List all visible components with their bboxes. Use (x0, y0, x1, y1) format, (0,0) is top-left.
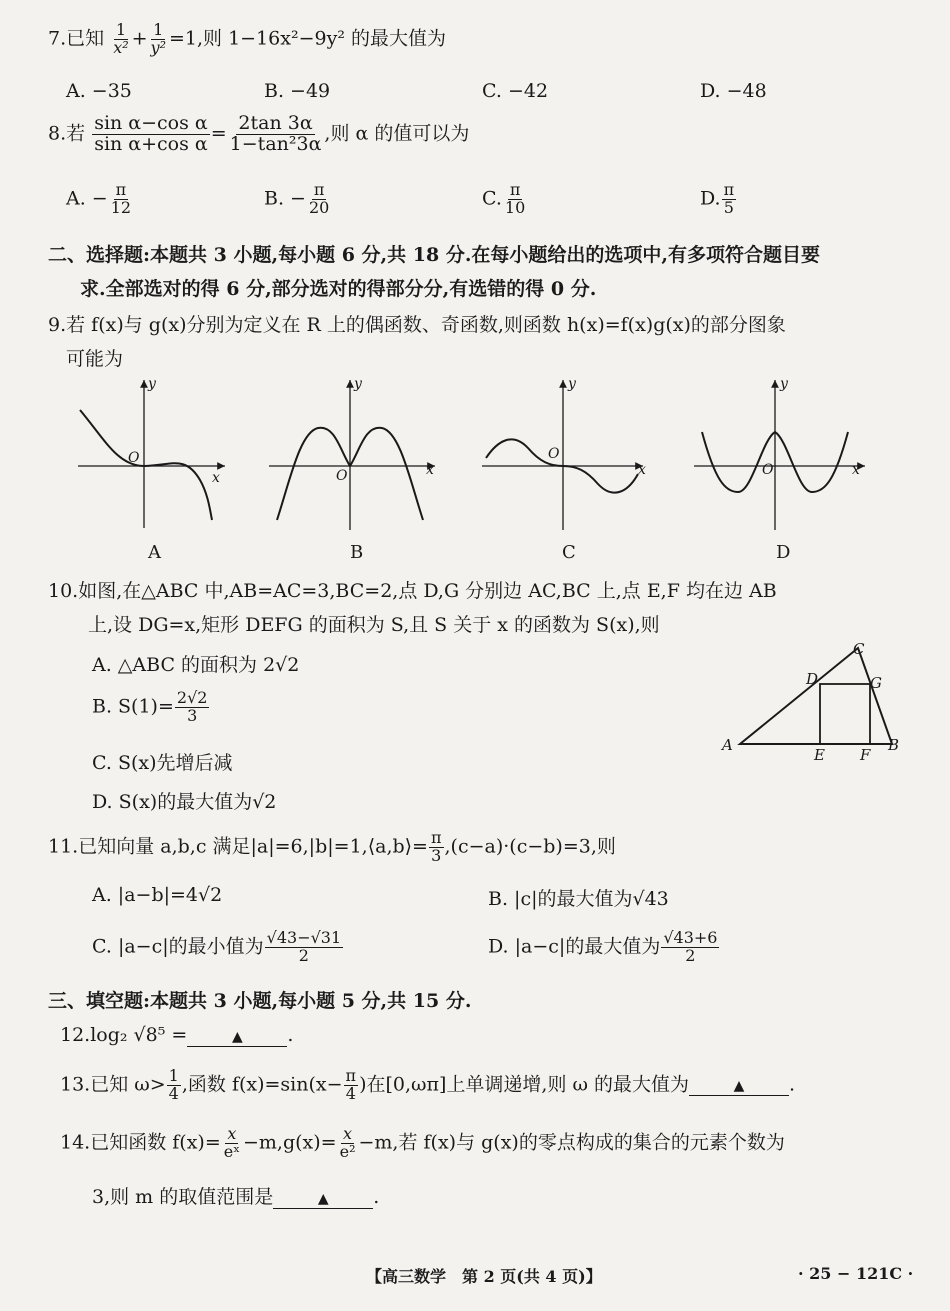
footer-code: · 25 − 121C · (798, 1264, 914, 1283)
graph-d-x-label: x (852, 462, 860, 478)
q14-line2: 3,则 m 的取值范围是 ▲ . (92, 1186, 380, 1208)
q7-frac1: $\frac{1}{\text{x²}}$ (113, 20, 129, 57)
graph-d-origin: O (762, 462, 774, 478)
fig-label-d: D (806, 670, 819, 688)
graph-b-label: B (350, 542, 364, 563)
q7-prefix: 7.已知 (48, 27, 105, 50)
q10-option-a: A. △ABC 的面积为 2√2 (92, 654, 300, 676)
q11-option-a: A. |a−b|=4√2 (92, 884, 223, 906)
q11-option-b: B. |c|的最大值为√43 (488, 888, 669, 910)
graph-c-x-label: x (638, 462, 646, 478)
q8-option-c: C. $\frac{\pi}{10}$ (482, 180, 526, 217)
q10-option-d: D. S(x)的最大值为√2 (92, 791, 277, 813)
graph-b-x-label: x (426, 462, 434, 478)
graph-a-origin: O (128, 450, 140, 466)
graph-a-x-label: x (212, 470, 220, 486)
q7-frac2: $\frac{1}{\text{y²}}$ (150, 20, 166, 57)
q8-option-a: A. − $\frac{\pi}{12}$ (66, 180, 132, 217)
q9-line1: 9.若 f(x)与 g(x)分别为定义在 R 上的偶函数、奇函数,则函数 h(x)=f(x)g(x)的部分图象 (48, 314, 786, 336)
graph-a (78, 380, 225, 528)
q11-option-c: C. |a−c|的最小值为 $\frac{√43-√31}{2}$ (92, 928, 342, 965)
graph-b (269, 380, 435, 530)
q10-option-b: B. S(1)= $\frac{2√2}{3}$ (92, 688, 208, 725)
q13-answer-blank[interactable]: ▲ (689, 1077, 789, 1096)
q12-line: 12.log₂ √8⁵ = ▲ . (60, 1024, 294, 1046)
q8-option-d: D. $\frac{\pi}{5}$ (700, 180, 735, 217)
q7-option-b: B. −49 (264, 80, 331, 102)
q12-answer-blank[interactable]: ▲ (187, 1028, 287, 1047)
q14-line1: 14.已知函数 f(x)= $\frac{x}{\text{eˣ}}$ −m,g(x)= $\frac{x}{\text{e²}}$ −m,若 f(x)与 g(x)的零点构成的集合的元素个数为 (60, 1124, 785, 1161)
graph-a-label: A (148, 542, 161, 563)
q7-option-d: D. −48 (700, 80, 767, 102)
fig-label-g: G (870, 674, 882, 692)
graph-b-origin: O (336, 468, 348, 484)
fig-label-f: F (860, 746, 871, 764)
q7-tail: =1,则 1−16x²−9y² 的最大值为 (169, 27, 447, 50)
graph-c-y-label: y (568, 376, 576, 392)
graph-b-y-label: y (354, 376, 362, 392)
q13-line: 13.已知 ω> $\frac{1}{4}$ ,函数 f(x)=sin(x− $\frac{\pi}{4}$ )在[0,ωπ]上单调递增,则 ω 的最大值为 ▲ . (60, 1066, 796, 1103)
section3-title: 三、填空题:本题共 3 小题,每小题 5 分,共 15 分. (48, 990, 472, 1012)
q11-stem: 11.已知向量 a,b,c 满足|a|=6,|b|=1,⟨a,b⟩= $\frac{\pi}{3}$ ,(c−a)·(c−b)=3,则 (48, 828, 616, 865)
graph-c-label: C (562, 542, 576, 563)
fig-label-a: A (722, 736, 733, 754)
q11-option-d: D. |a−c|的最大值为 $\frac{√43+6}{2}$ (488, 928, 718, 965)
fig-label-b: B (888, 736, 900, 754)
q7-option-c: C. −42 (482, 80, 549, 102)
graph-d-label: D (776, 542, 791, 563)
section2-line1: 二、选择题:本题共 3 小题,每小题 6 分,共 18 分.在每小题给出的选项中,有多项符合题目要 (48, 244, 821, 266)
q10-line1: 10.如图,在△ABC 中,AB=AC=3,BC=2,点 D,G 分别边 AC,BC 上,点 E,F 均在边 AB (48, 580, 777, 602)
graph-d-y-label: y (780, 376, 788, 392)
q8-lhs: $\frac{\text{sin α−cos α}}{\text{sin α+cos α}}$ (94, 112, 208, 155)
q8-rhs: $\frac{2\tan 3\alpha}{\text{1−tan²3α}}$ (229, 112, 322, 155)
q8-option-b: B. − $\frac{\pi}{20}$ (264, 180, 330, 217)
graph-c-origin: O (548, 446, 560, 462)
q10-option-c: C. S(x)先增后减 (92, 752, 233, 774)
q9-graphs (60, 370, 880, 570)
q7-option-a: A. −35 (66, 80, 132, 102)
fig-label-c: C (853, 640, 865, 658)
q8-stem: 8.若 $\frac{\text{sin α−cos α}}{\text{sin α+cos α}}$ = $\frac{2\tan 3\alpha}{\text{1−tan²3α}}$ ,则 α 的值可以为 (48, 112, 470, 155)
graph-a-y-label: y (148, 376, 156, 392)
graph-c (482, 380, 643, 530)
section2-line2: 求.全部选对的得 6 分,部分选对的得部分分,有选错的得 0 分. (80, 278, 597, 300)
fig-label-e: E (814, 746, 825, 764)
q14-answer-blank[interactable]: ▲ (273, 1190, 373, 1209)
graph-d (694, 380, 865, 530)
footer-page-info: 【高三数学 第 2 页(共 4 页)】 (366, 1267, 602, 1286)
q10-line2: 上,设 DG=x,矩形 DEFG 的面积为 S,且 S 关于 x 的函数为 S(x),则 (88, 614, 660, 636)
q9-line2: 可能为 (66, 348, 124, 370)
q7-stem: 7.已知 $\frac{1}{\text{x²}}$ + $\frac{1}{\text{y²}}$ =1,则 1−16x²−9y² 的最大值为 (48, 20, 447, 57)
q10-triangle-figure (720, 640, 910, 770)
